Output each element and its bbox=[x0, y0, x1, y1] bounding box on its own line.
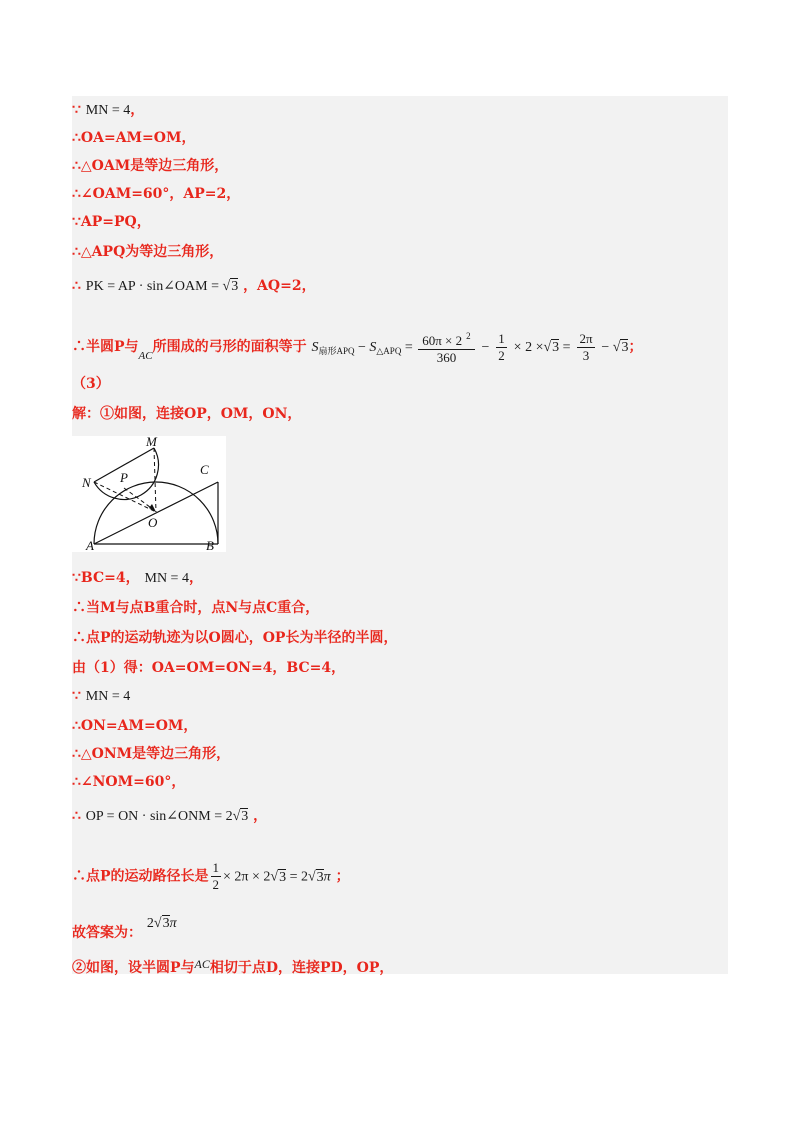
line-10: 解：①如图，连接OP，OM，ON， bbox=[72, 406, 302, 422]
line-12: ∴当M与点B重合时，点N与点C重合， bbox=[72, 600, 320, 616]
label-O: O bbox=[148, 515, 158, 530]
line-21: 故答案为： 2√3π bbox=[72, 916, 177, 941]
figure-svg bbox=[72, 436, 226, 552]
line-3: ∴△OAM是等边三角形， bbox=[72, 158, 229, 174]
line-AC bbox=[94, 482, 218, 544]
line-6: ∴△APQ为等边三角形， bbox=[72, 244, 224, 260]
line-20: ∴点P的运动路径长是 $\frac{1}{2}$ × 2π × 2√3 = 2√3π ； bbox=[72, 860, 350, 892]
label-P: P bbox=[120, 470, 128, 485]
line-5: ∵AP=PQ， bbox=[72, 214, 151, 230]
line-19: ∴ OP = ON · sin∠ONM = 2√3 ， bbox=[72, 808, 268, 824]
label-C: C bbox=[200, 462, 209, 477]
line-15: ∵ MN = 4 bbox=[72, 688, 131, 704]
line-13: ∴点P的运动轨迹为以O圆心，OP长为半径的半圆， bbox=[72, 630, 398, 646]
label-B: B bbox=[206, 538, 214, 552]
label-N: N bbox=[82, 475, 91, 490]
line-4: ∴∠OAM=60°，AP=2， bbox=[72, 186, 241, 202]
label-A: A bbox=[86, 538, 94, 552]
line-14: 由（1）得：OA=OM=ON=4，BC=4， bbox=[72, 660, 346, 676]
line-17: ∴△ONM是等边三角形， bbox=[72, 746, 231, 762]
line-2: ∴OA=AM=OM， bbox=[72, 130, 196, 146]
line-11: ∵BC=4， MN = 4， bbox=[72, 570, 203, 586]
line-1: ∵ MN = 4， bbox=[72, 102, 145, 118]
line-16: ∴ON=AM=OM， bbox=[72, 718, 198, 734]
line-18: ∴∠NOM=60°， bbox=[72, 774, 186, 790]
line-7: ∴ PK = AP · sin∠OAM = √3 ，AQ=2， bbox=[72, 278, 316, 294]
line-9: （3） bbox=[72, 376, 110, 392]
line-22: ②如图，设半圆P与AC相切于点D，连接PD，OP， bbox=[72, 957, 394, 976]
line-NO bbox=[94, 482, 156, 512]
geometry-figure bbox=[72, 436, 226, 552]
label-M: M bbox=[146, 436, 157, 449]
line-8: ∴半圆P与$_{AC}$所围成的弓形的面积等于 $S_{扇形APQ} - S_{\triangle APQ}$ = $\frac{60\pi \times 2 ^2}{360}$ − $\frac{1}{2}$ × 2 ×√3 = $\frac{2\pi}{3}$ − √3； bbox=[72, 328, 642, 366]
solution-panel bbox=[72, 96, 728, 974]
